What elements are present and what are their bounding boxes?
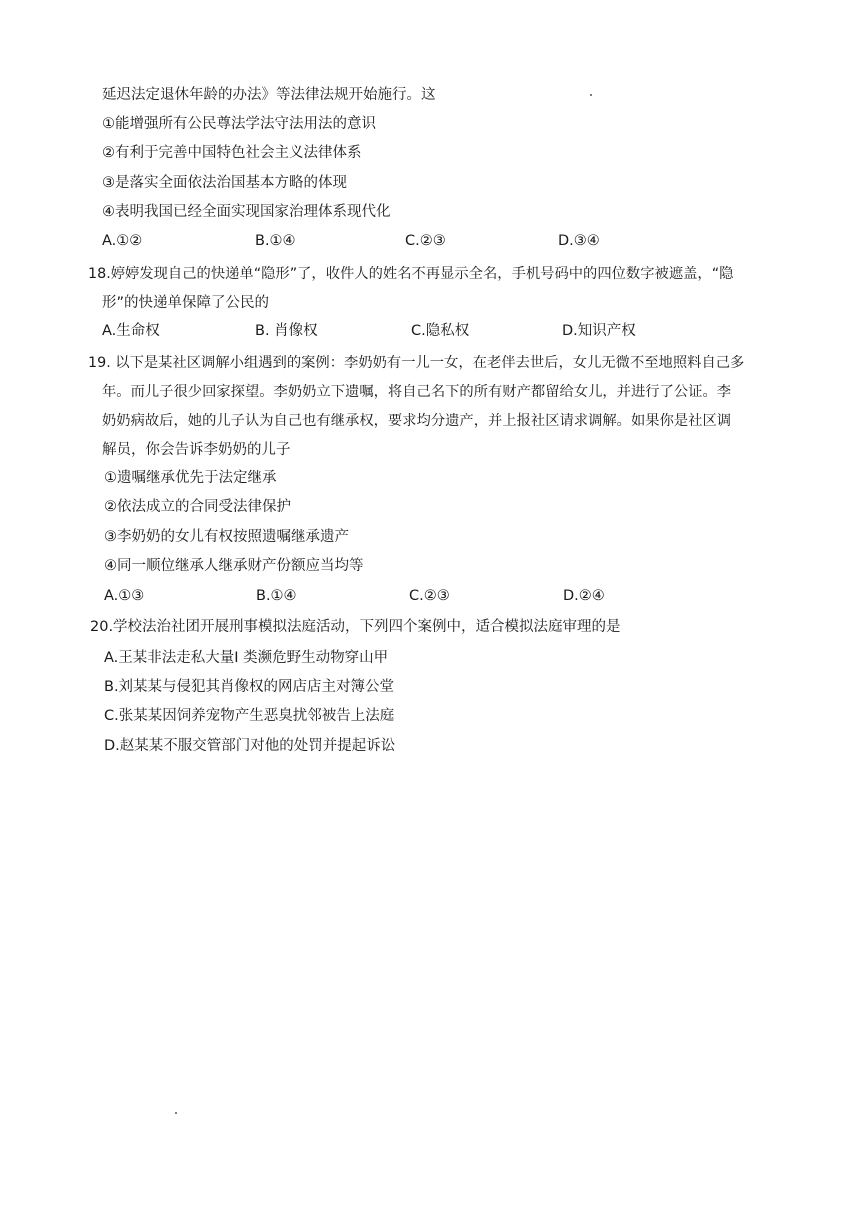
q18-option-d: D.知识产权	[562, 323, 636, 339]
q17-option-d: D.③④	[558, 233, 600, 249]
q18-option-b: B. 肖像权	[255, 323, 318, 339]
q19-stem-line-2: 年。而儿子很少回家探望。李奶奶立下遗嘱，将自己名下的所有财产都留给女儿，并进行了公证。李	[102, 384, 732, 400]
q19-stem-line-1: 19. 以下是某社区调解小组遇到的案例：李奶奶有一儿一女，在老伴去世后，女儿无微不至地照料自己多	[88, 355, 745, 371]
q17-stem-tail: 延迟法定退休年龄的办法》等法律法规开始施行。这	[102, 87, 436, 103]
q17-item-4: ④表明我国已经全面实现国家治理体系现代化	[102, 204, 391, 220]
q19-item-1: ①遗嘱继承优先于法定继承	[104, 470, 277, 486]
q18-option-c: C.隐私权	[411, 323, 470, 339]
q20-option-b: B.刘某某与侵犯其肖像权的网店店主对簿公堂	[104, 679, 395, 695]
q20-option-d: D.赵某某不服交管部门对他的处罚并提起诉讼	[104, 738, 396, 754]
q17-option-b: B.①④	[255, 233, 296, 249]
q17-item-2: ②有利于完善中国特色社会主义法律体系	[102, 145, 362, 161]
q20-option-a: A.王某非法走私大量Ⅰ 类濒危野生动物穿山甲	[104, 650, 389, 666]
q19-item-3: ③李奶奶的女儿有权按照遗嘱继承遗产	[104, 529, 349, 545]
q18-option-a: A.生命权	[102, 323, 160, 339]
q19-option-a: A.①③	[104, 588, 145, 604]
q17-item-3: ③是落实全面依法治国基本方略的体现	[102, 175, 347, 191]
q19-option-b: B.①④	[256, 588, 297, 604]
q19-option-c: C.②③	[409, 588, 450, 604]
q19-option-d: D.②④	[563, 588, 605, 604]
q17-option-c: C.②③	[405, 233, 446, 249]
q19-item-2: ②依法成立的合同受法律保护	[104, 499, 291, 515]
q17-option-a: A.①②	[102, 233, 143, 249]
scan-speck	[590, 94, 592, 96]
q18-stem-line-2: 形”的快递单保障了公民的	[102, 295, 270, 311]
q19-stem-line-3: 奶奶病故后，她的儿子认为自己也有继承权，要求均分遗产，并上报社区请求调解。如果你是社区调	[102, 413, 732, 429]
q20-stem: 20.学校法治社团开展刑事模拟法庭活动，下列四个案例中，适合模拟法庭审理的是	[90, 619, 621, 635]
q20-option-c: C.张某某因饲养宠物产生恶臭扰邻被告上法庭	[104, 708, 395, 724]
q17-item-1: ①能增强所有公民尊法学法守法用法的意识	[102, 116, 376, 132]
q19-item-4: ④同一顺位继承人继承财产份额应当均等	[104, 558, 364, 574]
q18-stem-line-1: 18.婷婷发现自己的快递单“隐形”了，收件人的姓名不再显示全名，手机号码中的四位数字被遮盖，“隐	[88, 266, 734, 282]
q19-stem-line-4: 解员，你会告诉李奶奶的儿子	[102, 442, 291, 458]
scan-speck	[175, 1112, 177, 1114]
